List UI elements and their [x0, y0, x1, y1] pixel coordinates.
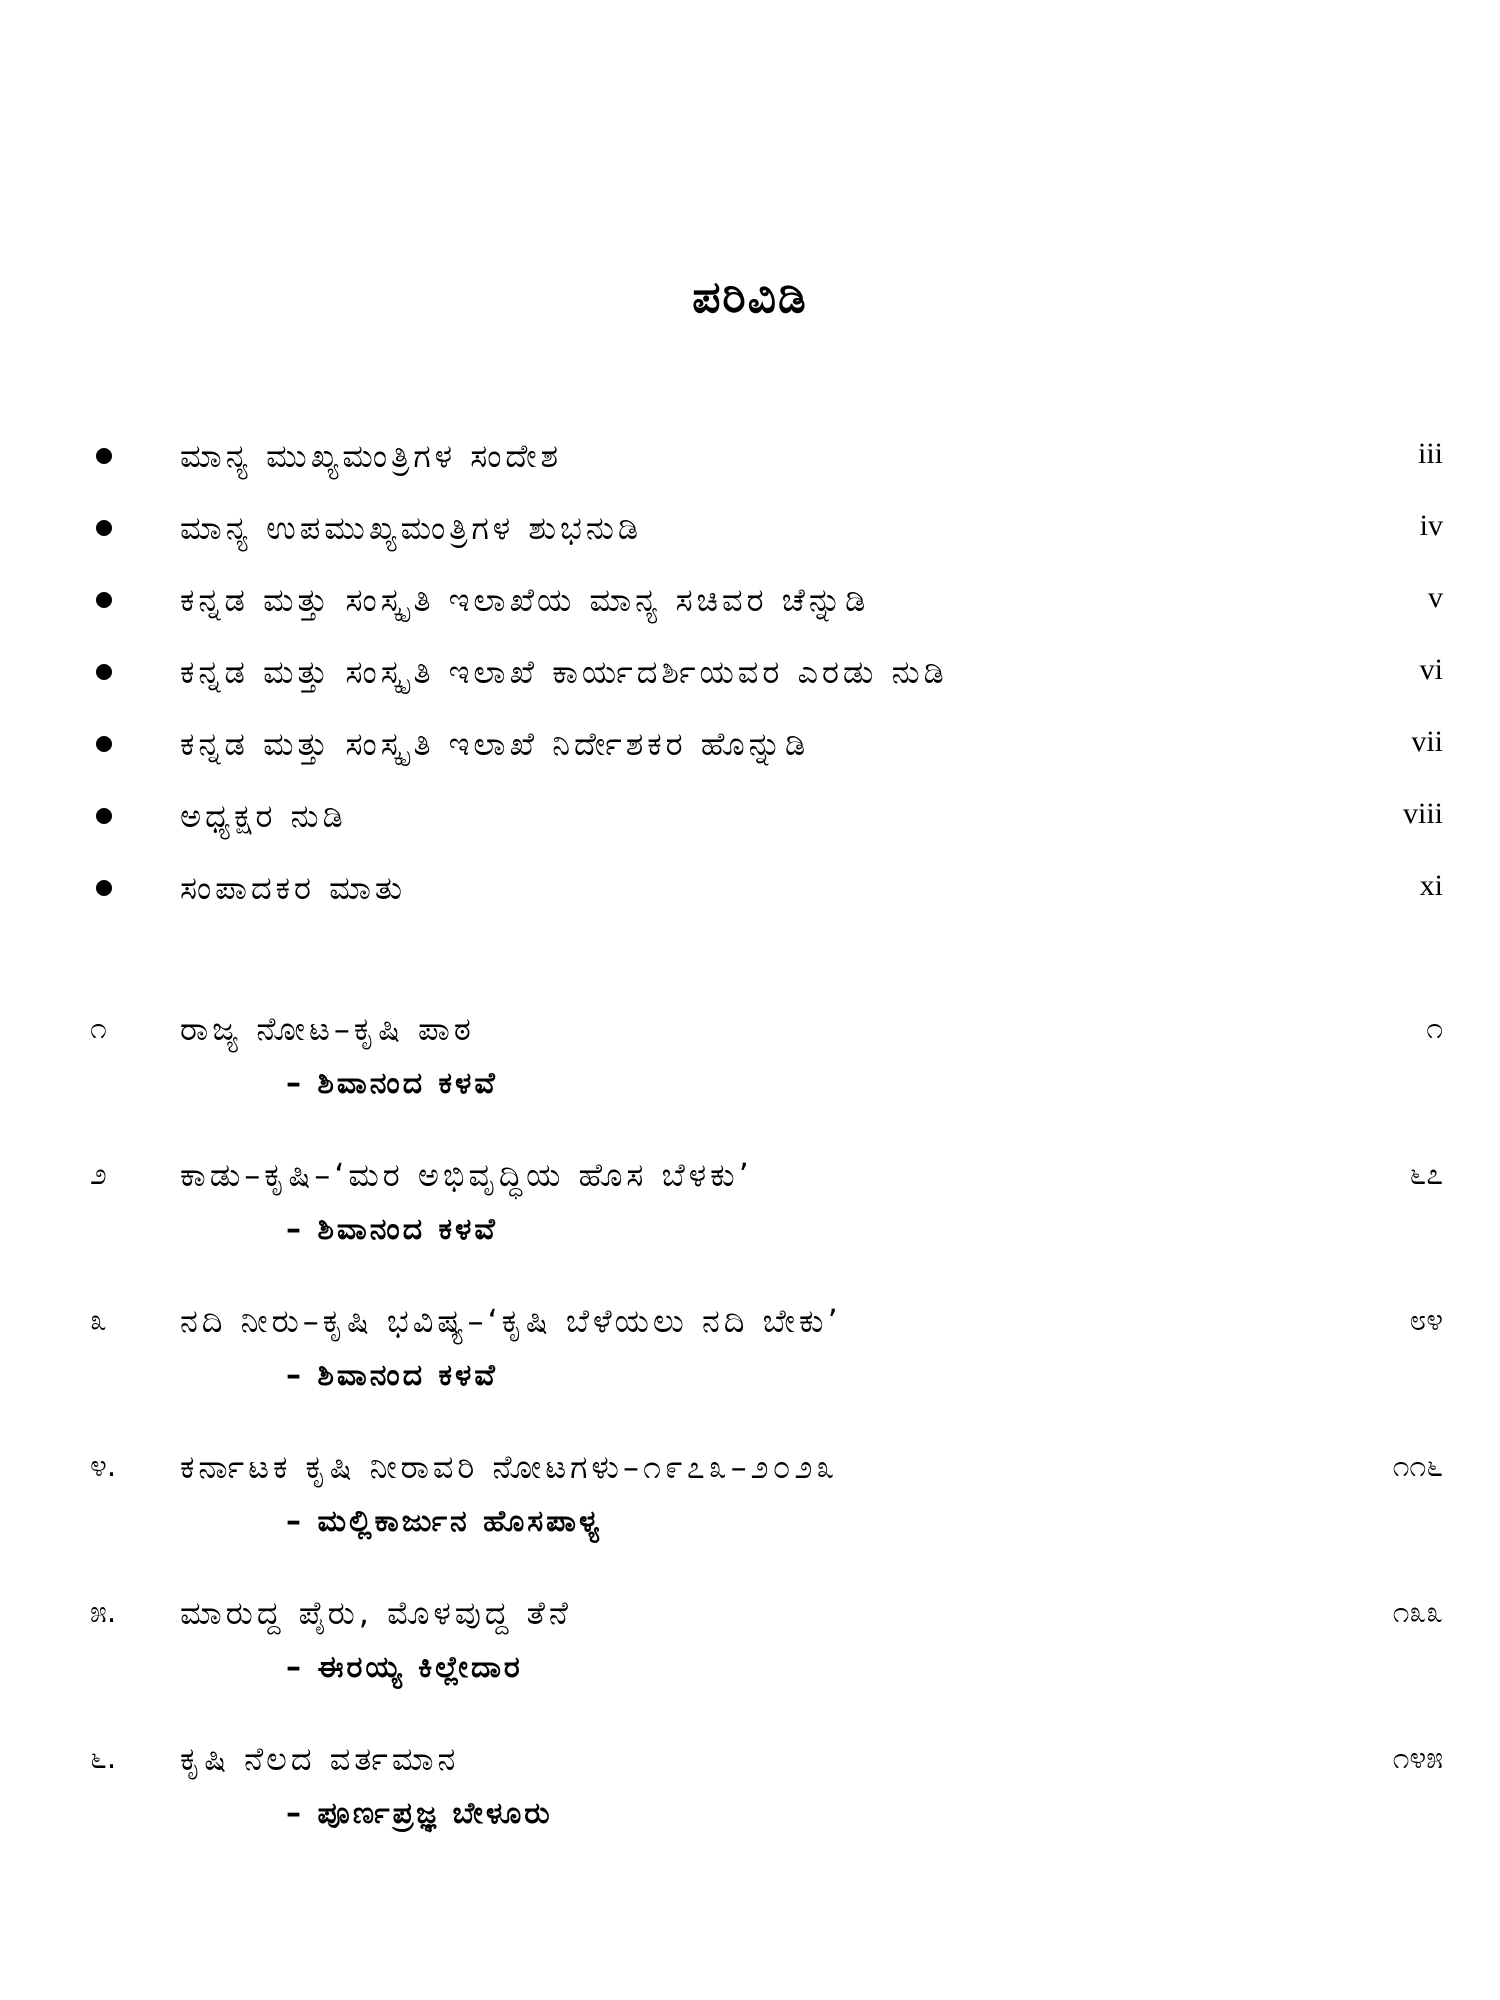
bullet-icon: [96, 520, 112, 536]
chapter-title: ಮಾರುದ್ದ ಪೈರು, ಮೊಳವುದ್ದ ತೆನೆ: [180, 1594, 572, 1632]
front-matter-item: [0, 718, 1500, 790]
front-matter-label: ಅಧ್ಯಕ್ಷರ ನುಡಿ: [180, 797, 347, 835]
chapter-page: ೧೪೫: [1392, 1741, 1443, 1776]
chapter-entry: [0, 1733, 1500, 1879]
bullet-icon: [96, 880, 112, 896]
chapter-entry: [0, 1295, 1500, 1441]
front-matter-page: xi: [1419, 869, 1443, 902]
front-matter-item: [0, 430, 1500, 502]
chapter-author: – ಶಿವಾನಂದ ಕಳವೆ: [286, 1358, 498, 1393]
chapter-author: – ಶಿವಾನಂದ ಕಳವೆ: [286, 1066, 498, 1101]
chapter-author: – ಮಲ್ಲಿಕಾರ್ಜುನ ಹೊಸಪಾಳ್ಯ: [286, 1504, 603, 1539]
front-matter-item: [0, 790, 1500, 862]
chapter-author: – ಪೂರ್ಣಪ್ರಜ್ಞ ಬೇಳೂರು: [286, 1796, 553, 1831]
chapter-title: ಕಾಡು–ಕೃಷಿ–‘ಮರ ಅಭಿವೃದ್ಧಿಯ ಹೊಸ ಬೆಳಕು’: [180, 1156, 753, 1194]
chapter-title: ಕೃಷಿ ನೆಲದ ವರ್ತಮಾನ: [180, 1740, 460, 1778]
bullet-icon: [96, 448, 112, 464]
front-matter-item: [0, 862, 1500, 934]
front-matter-label: ಮಾನ್ಯ ಮುಖ್ಯಮಂತ್ರಿಗಳ ಸಂದೇಶ: [180, 437, 563, 475]
front-matter-page: iv: [1419, 509, 1443, 542]
front-matter-label: ಮಾನ್ಯ ಉಪಮುಖ್ಯಮಂತ್ರಿಗಳ ಶುಭನುಡಿ: [180, 509, 643, 547]
front-matter-item: [0, 502, 1500, 574]
chapter-page: ೬೭: [1409, 1157, 1443, 1192]
chapter-title: ಕರ್ನಾಟಕ ಕೃಷಿ ನೀರಾವರಿ ನೋಟಗಳು–೧೯೭೩–೨೦೨೩: [180, 1448, 839, 1486]
front-matter-page: vii: [1411, 725, 1443, 758]
front-matter-page: iii: [1417, 437, 1443, 470]
bullet-icon: [96, 736, 112, 752]
chapter-list: [0, 1003, 1500, 1879]
chapter-number: ೫.: [90, 1595, 117, 1630]
chapter-page: ೮೪: [1409, 1303, 1443, 1338]
page-title: ಪರಿವಿಡಿ: [692, 272, 808, 323]
front-matter-page: viii: [1402, 797, 1443, 830]
front-matter-item: [0, 646, 1500, 718]
bullet-icon: [96, 592, 112, 608]
chapter-entry: [0, 1441, 1500, 1587]
front-matter-label: ಸಂಪಾದಕರ ಮಾತು: [180, 869, 407, 907]
chapter-page: ೧೧೬: [1392, 1449, 1443, 1484]
chapter-author: – ಶಿವಾನಂದ ಕಳವೆ: [286, 1212, 498, 1247]
front-matter-page: v: [1428, 581, 1443, 614]
front-matter-label: ಕನ್ನಡ ಮತ್ತು ಸಂಸ್ಕೃತಿ ಇಲಾಖೆಯ ಮಾನ್ಯ ಸಚಿವರ ಚೆನ್ನುಡಿ: [180, 581, 870, 619]
front-matter-label: ಕನ್ನಡ ಮತ್ತು ಸಂಸ್ಕೃತಿ ಇಲಾಖೆ ನಿರ್ದೇಶಕರ ಹೊನ್ನುಡಿ: [180, 725, 810, 763]
chapter-number: ೪.: [90, 1449, 117, 1484]
front-matter-list: [0, 430, 1500, 934]
chapter-author: – ಈರಯ್ಯ ಕಿಲ್ಲೇದಾರ: [286, 1650, 523, 1685]
chapter-page: ೧೩೩: [1392, 1595, 1443, 1630]
chapter-entry: [0, 1587, 1500, 1733]
bullet-icon: [96, 808, 112, 824]
front-matter-page: vi: [1419, 653, 1443, 686]
chapter-number: ೧: [90, 1011, 107, 1046]
bullet-icon: [96, 664, 112, 680]
front-matter-label: ಕನ್ನಡ ಮತ್ತು ಸಂಸ್ಕೃತಿ ಇಲಾಖೆ ಕಾರ್ಯದರ್ಶಿಯವರ ಎರಡು ನುಡಿ: [180, 653, 948, 691]
front-matter-item: [0, 574, 1500, 646]
chapter-number: ೬.: [90, 1741, 117, 1776]
chapter-number: ೩: [90, 1303, 107, 1338]
chapter-number: ೨: [90, 1157, 107, 1192]
chapter-title: ರಾಜ್ಯ ನೋಟ–ಕೃಷಿ ಪಾಠ: [180, 1010, 475, 1048]
chapter-entry: [0, 1003, 1500, 1149]
chapter-page: ೧: [1426, 1011, 1443, 1046]
chapter-title: ನದಿ ನೀರು–ಕೃಷಿ ಭವಿಷ್ಯ–‘ಕೃಷಿ ಬೆಳೆಯಲು ನದಿ ಬೇಕು’: [180, 1302, 842, 1340]
chapter-entry: [0, 1149, 1500, 1295]
